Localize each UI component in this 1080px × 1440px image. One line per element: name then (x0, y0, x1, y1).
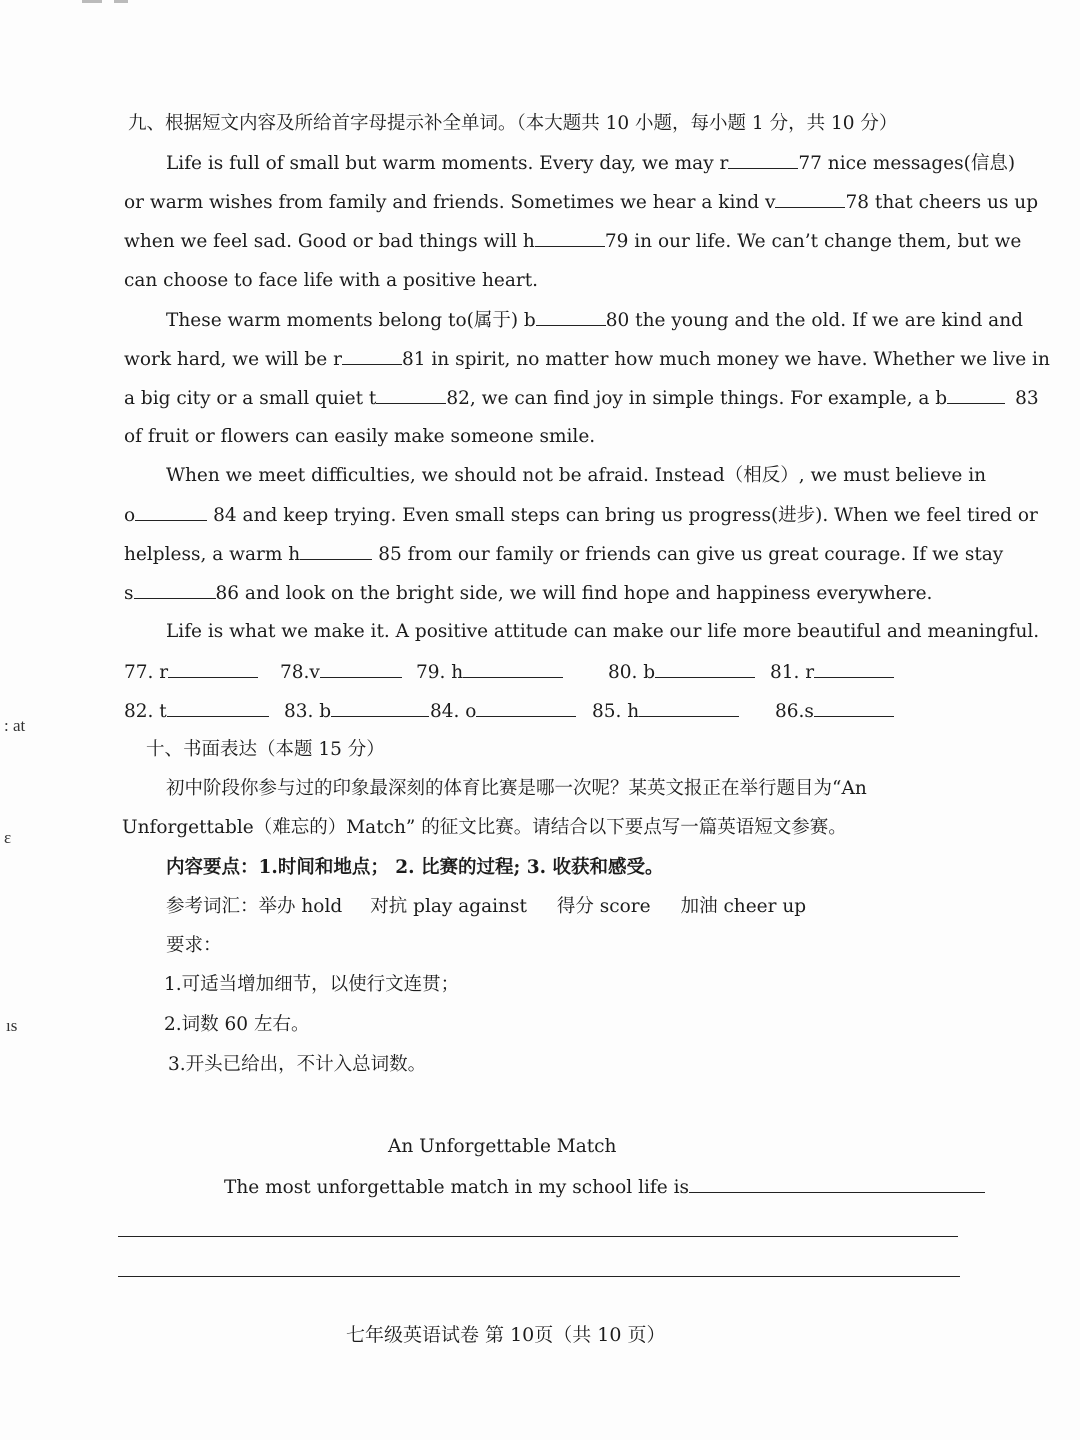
answer-item-81[interactable]: 81. r (770, 659, 894, 686)
passage-line: When we meet difficulties, we should not be afraid. Instead（相反）, we must believe in (166, 465, 987, 486)
passage-line: a big city or a small quiet t 82, we can find joy in simple things. For example, a b 83 (124, 385, 1039, 412)
blank-81[interactable] (342, 346, 402, 365)
passage-line: of fruit or flowers can easily make someone smile. (124, 426, 596, 447)
answer-item-82[interactable]: 82. t (124, 698, 269, 725)
passage-line: when we feel sad. Good or bad things will h 79 in our life. We can’t change them, but we (124, 228, 1021, 255)
margin-fragment: ıs (6, 1016, 18, 1035)
passage-line: work hard, we will be r 81 in spirit, no matter how much money we have. Whether we live in (124, 346, 1050, 373)
blank-80[interactable] (536, 307, 606, 326)
essay-opening-blank[interactable] (689, 1174, 985, 1193)
answer-item-86[interactable]: 86.s (775, 698, 894, 725)
vocabulary-line: 参考词汇：举办 hold 对抗 play against 得分 score 加油 cheer up (166, 896, 807, 917)
passage-line: Life is what we make it. A positive attitude can make our life more beautiful and meaningful. (166, 621, 1040, 642)
requirement-2: 2.词数 60 左右。 (164, 1014, 310, 1035)
answer-item-79[interactable]: 79. h (416, 659, 563, 686)
passage-line: s 86 and look on the bright side, we will find hope and happiness everywhere. (124, 580, 932, 607)
blank-78[interactable] (775, 189, 845, 208)
answer-item-80[interactable]: 80. b (608, 659, 755, 686)
content-points: 内容要点：1.时间和地点； 2. 比赛的过程; 3. 收获和感受。 (166, 857, 664, 878)
blank-82[interactable] (376, 385, 446, 404)
requirement-1: 1.可适当增加细节，以使行文连贯； (164, 974, 460, 995)
passage-line: helpless, a warm h 85 from our family or friends can give us great courage. If we stay (124, 541, 1003, 568)
passage-line: or warm wishes from family and friends. Sometimes we hear a kind v 78 that cheers us up (124, 189, 1038, 216)
page-footer: 七年级英语试卷 第 10页（共 10 页） (346, 1324, 666, 1346)
section-9-heading: 九、根据短文内容及所给首字母提示补全单词。（本大题共 10 小题，每小题 1 分，共 10 分） (128, 113, 898, 134)
answer-item-77[interactable]: 77. r (124, 659, 258, 686)
prompt-line: Unforgettable（难忘的）Match” 的征文比赛。请结合以下要点写一篇英语短文参赛。 (122, 817, 847, 838)
passage-line: o 84 and keep trying. Even small steps can bring us progress(进步). When we feel tired or (124, 502, 1038, 529)
passage-line: These warm moments belong to(属于) b 80 the young and the old. If we are kind and (166, 307, 1023, 334)
margin-fragment: ɛ (4, 828, 12, 847)
requirements-label: 要求： (166, 935, 222, 956)
answer-item-85[interactable]: 85. h (592, 698, 739, 725)
margin-fragment: : at (4, 716, 26, 735)
blank-85[interactable] (300, 541, 372, 560)
answer-item-78[interactable]: 78.v (280, 659, 402, 686)
blank-79[interactable] (535, 228, 605, 247)
answer-item-83[interactable]: 83. b (284, 698, 429, 725)
section-10-heading: 十、书面表达（本题 15 分） (146, 739, 385, 760)
essay-opening-line: The most unforgettable match in my school life is (224, 1174, 985, 1201)
prompt-line: 初中阶段你参与过的印象最深刻的体育比赛是哪一次呢？某英文报正在举行题目为“An (166, 778, 867, 799)
answer-item-84[interactable]: 84. o (430, 698, 576, 725)
blank-83[interactable] (947, 385, 1005, 404)
blank-77[interactable] (728, 150, 798, 169)
blank-84[interactable] (135, 502, 207, 521)
requirement-3: 3.开头已给出，不计入总词数。 (168, 1054, 427, 1075)
writing-line[interactable] (118, 1276, 960, 1277)
scan-artifact (114, 0, 128, 3)
passage-line: Life is full of small but warm moments. Every day, we may r 77 nice messages(信息) (166, 150, 1015, 177)
writing-line[interactable] (118, 1236, 958, 1237)
passage-line: can choose to face life with a positive heart. (124, 270, 539, 291)
scan-artifact (82, 0, 102, 3)
blank-86[interactable] (134, 580, 216, 599)
essay-title: An Unforgettable Match (388, 1136, 617, 1157)
